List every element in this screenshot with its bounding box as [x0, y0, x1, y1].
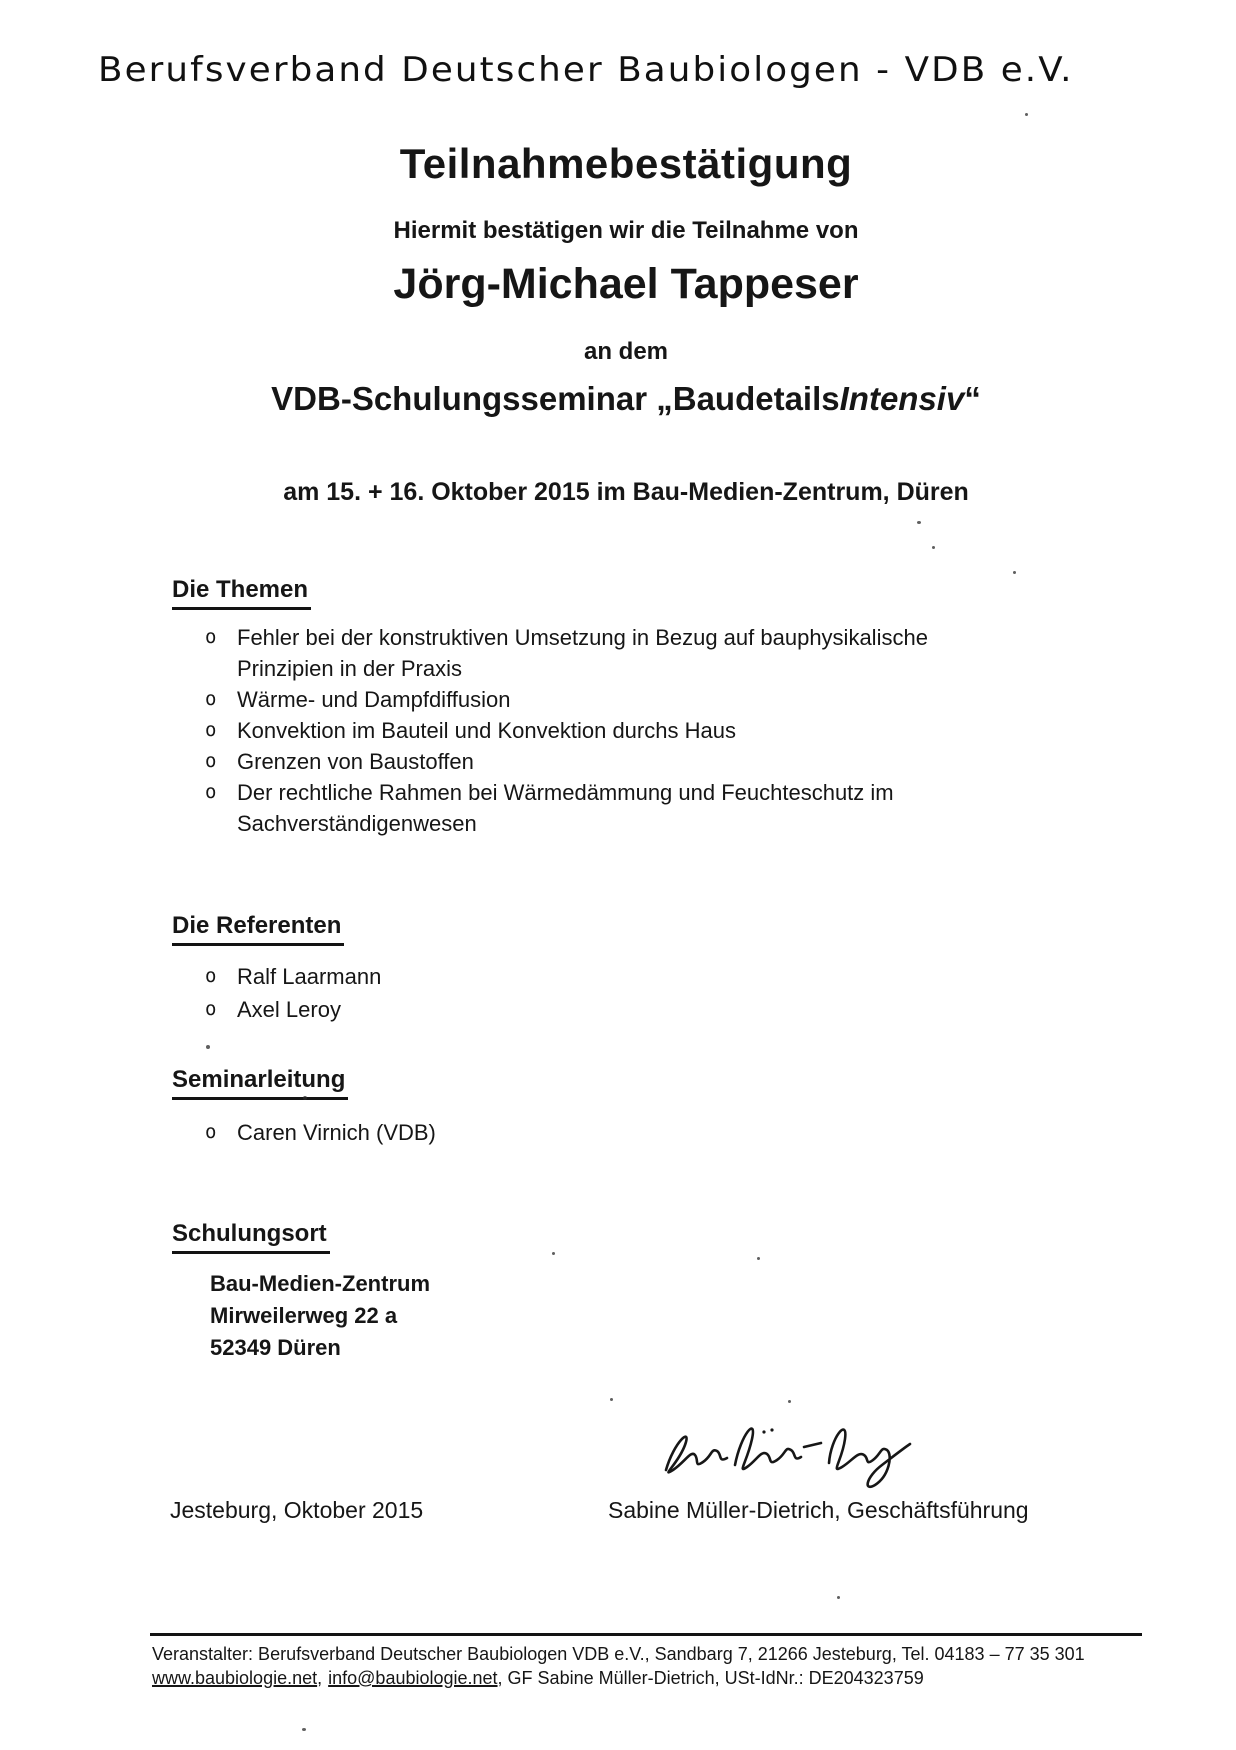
bullet-marker: o [205, 719, 217, 741]
website-link[interactable]: www.baubiologie.net [152, 1668, 318, 1688]
bullet-marker: o [205, 998, 217, 1020]
place-date: Jesteburg, Oktober 2015 [170, 1497, 424, 1523]
list-item-text: Grenzen von Baustoffen [237, 749, 474, 774]
email-link[interactable]: info@baubiologie.net [328, 1668, 498, 1688]
scan-speck [837, 1596, 840, 1599]
list-item [172, 684, 987, 715]
list-item-text: Ralf Laarmann [237, 964, 382, 989]
bullet-marker: o [205, 781, 217, 803]
venue-address [210, 1268, 430, 1364]
scan-speck [302, 1728, 306, 1731]
scan-speck [610, 1398, 613, 1401]
list-item [172, 622, 987, 684]
themen-list [172, 622, 987, 839]
scan-speck [206, 1045, 210, 1049]
list-item-text: Axel Leroy [237, 997, 341, 1022]
scan-speck [303, 1096, 307, 1100]
list-item [172, 715, 987, 746]
footer-organizer-line: Veranstalter: Berufsverband Deutscher Baubiologen VDB e.V., Sandbarg 7, 21266 Jesteburg, Tel. 04183 – 77 35 301 [152, 1644, 1085, 1664]
list-item [172, 746, 987, 777]
section-heading-seminarleitung: Seminarleitung [172, 1066, 348, 1100]
list-item [172, 960, 987, 993]
scan-speck [917, 521, 921, 524]
section-heading-schulungsort: Schulungsort [172, 1220, 330, 1254]
organization-header: Berufsverband Deutscher Baubiologen - VDB e.V. [98, 50, 1074, 90]
footer-separator: , [317, 1668, 323, 1688]
bullet-marker: o [205, 965, 217, 987]
scan-speck [1013, 571, 1016, 574]
scan-speck [757, 1257, 760, 1260]
scan-speck [788, 1400, 791, 1403]
list-item [172, 993, 987, 1026]
seminar-date-location: am 15. + 16. Oktober 2015 im Bau-Medien-Zentrum, Düren [283, 478, 969, 506]
signer-name-title: Sabine Müller-Dietrich, Geschäftsführung [608, 1497, 1029, 1523]
list-item [172, 1116, 987, 1149]
list-item-text: Fehler bei der konstruktiven Umsetzung in Bezug auf bauphysikalische Prinzipien in der Praxis [237, 625, 928, 681]
seminar-title-prefix: VDB-Schulungsseminar „Baudetails [271, 380, 840, 417]
bullet-marker: o [205, 688, 217, 710]
venue-name: Bau-Medien-Zentrum [210, 1271, 430, 1296]
section-heading-themen: Die Themen [172, 576, 311, 610]
connector-text: an dem [583, 338, 669, 365]
scan-speck [552, 1252, 555, 1255]
venue-city: 52349 Düren [210, 1335, 341, 1360]
seminar-title-close-quote: “ [964, 380, 981, 417]
referenten-list [172, 960, 987, 1026]
bullet-marker: o [205, 626, 217, 648]
bullet-marker: o [205, 750, 217, 772]
footer-contact-line [152, 1667, 924, 1690]
list-item-text: Der rechtliche Rahmen bei Wärmedämmung und Feuchteschutz im Sachverständigenwesen [237, 780, 894, 836]
participant-name: Jörg-Michael Tappeser [393, 260, 859, 308]
venue-street: Mirweilerweg 22 a [210, 1303, 398, 1328]
list-item [172, 777, 987, 839]
seminar-title-italic: Intensiv [839, 380, 965, 417]
list-item-text: Wärme- und Dampfdiffusion [237, 687, 511, 712]
handwritten-signature-icon [652, 1404, 914, 1494]
footer-divider [150, 1633, 1142, 1636]
list-item-text: Caren Virnich (VDB) [237, 1120, 436, 1145]
certificate-title: Teilnahmebestätigung [399, 140, 853, 187]
bullet-marker: o [205, 1121, 217, 1143]
seminar-title [16, 380, 1236, 418]
seminarleitung-list [172, 1116, 987, 1149]
scan-speck [1025, 113, 1028, 116]
section-heading-referenten: Die Referenten [172, 912, 344, 946]
scan-speck [932, 546, 935, 549]
certificate-intro: Hiermit bestätigen wir die Teilnahme von [393, 217, 859, 244]
footer-rest: , GF Sabine Müller-Dietrich, USt-IdNr.: DE204323759 [497, 1668, 924, 1688]
list-item-text: Konvektion im Bauteil und Konvektion durchs Haus [237, 718, 736, 743]
